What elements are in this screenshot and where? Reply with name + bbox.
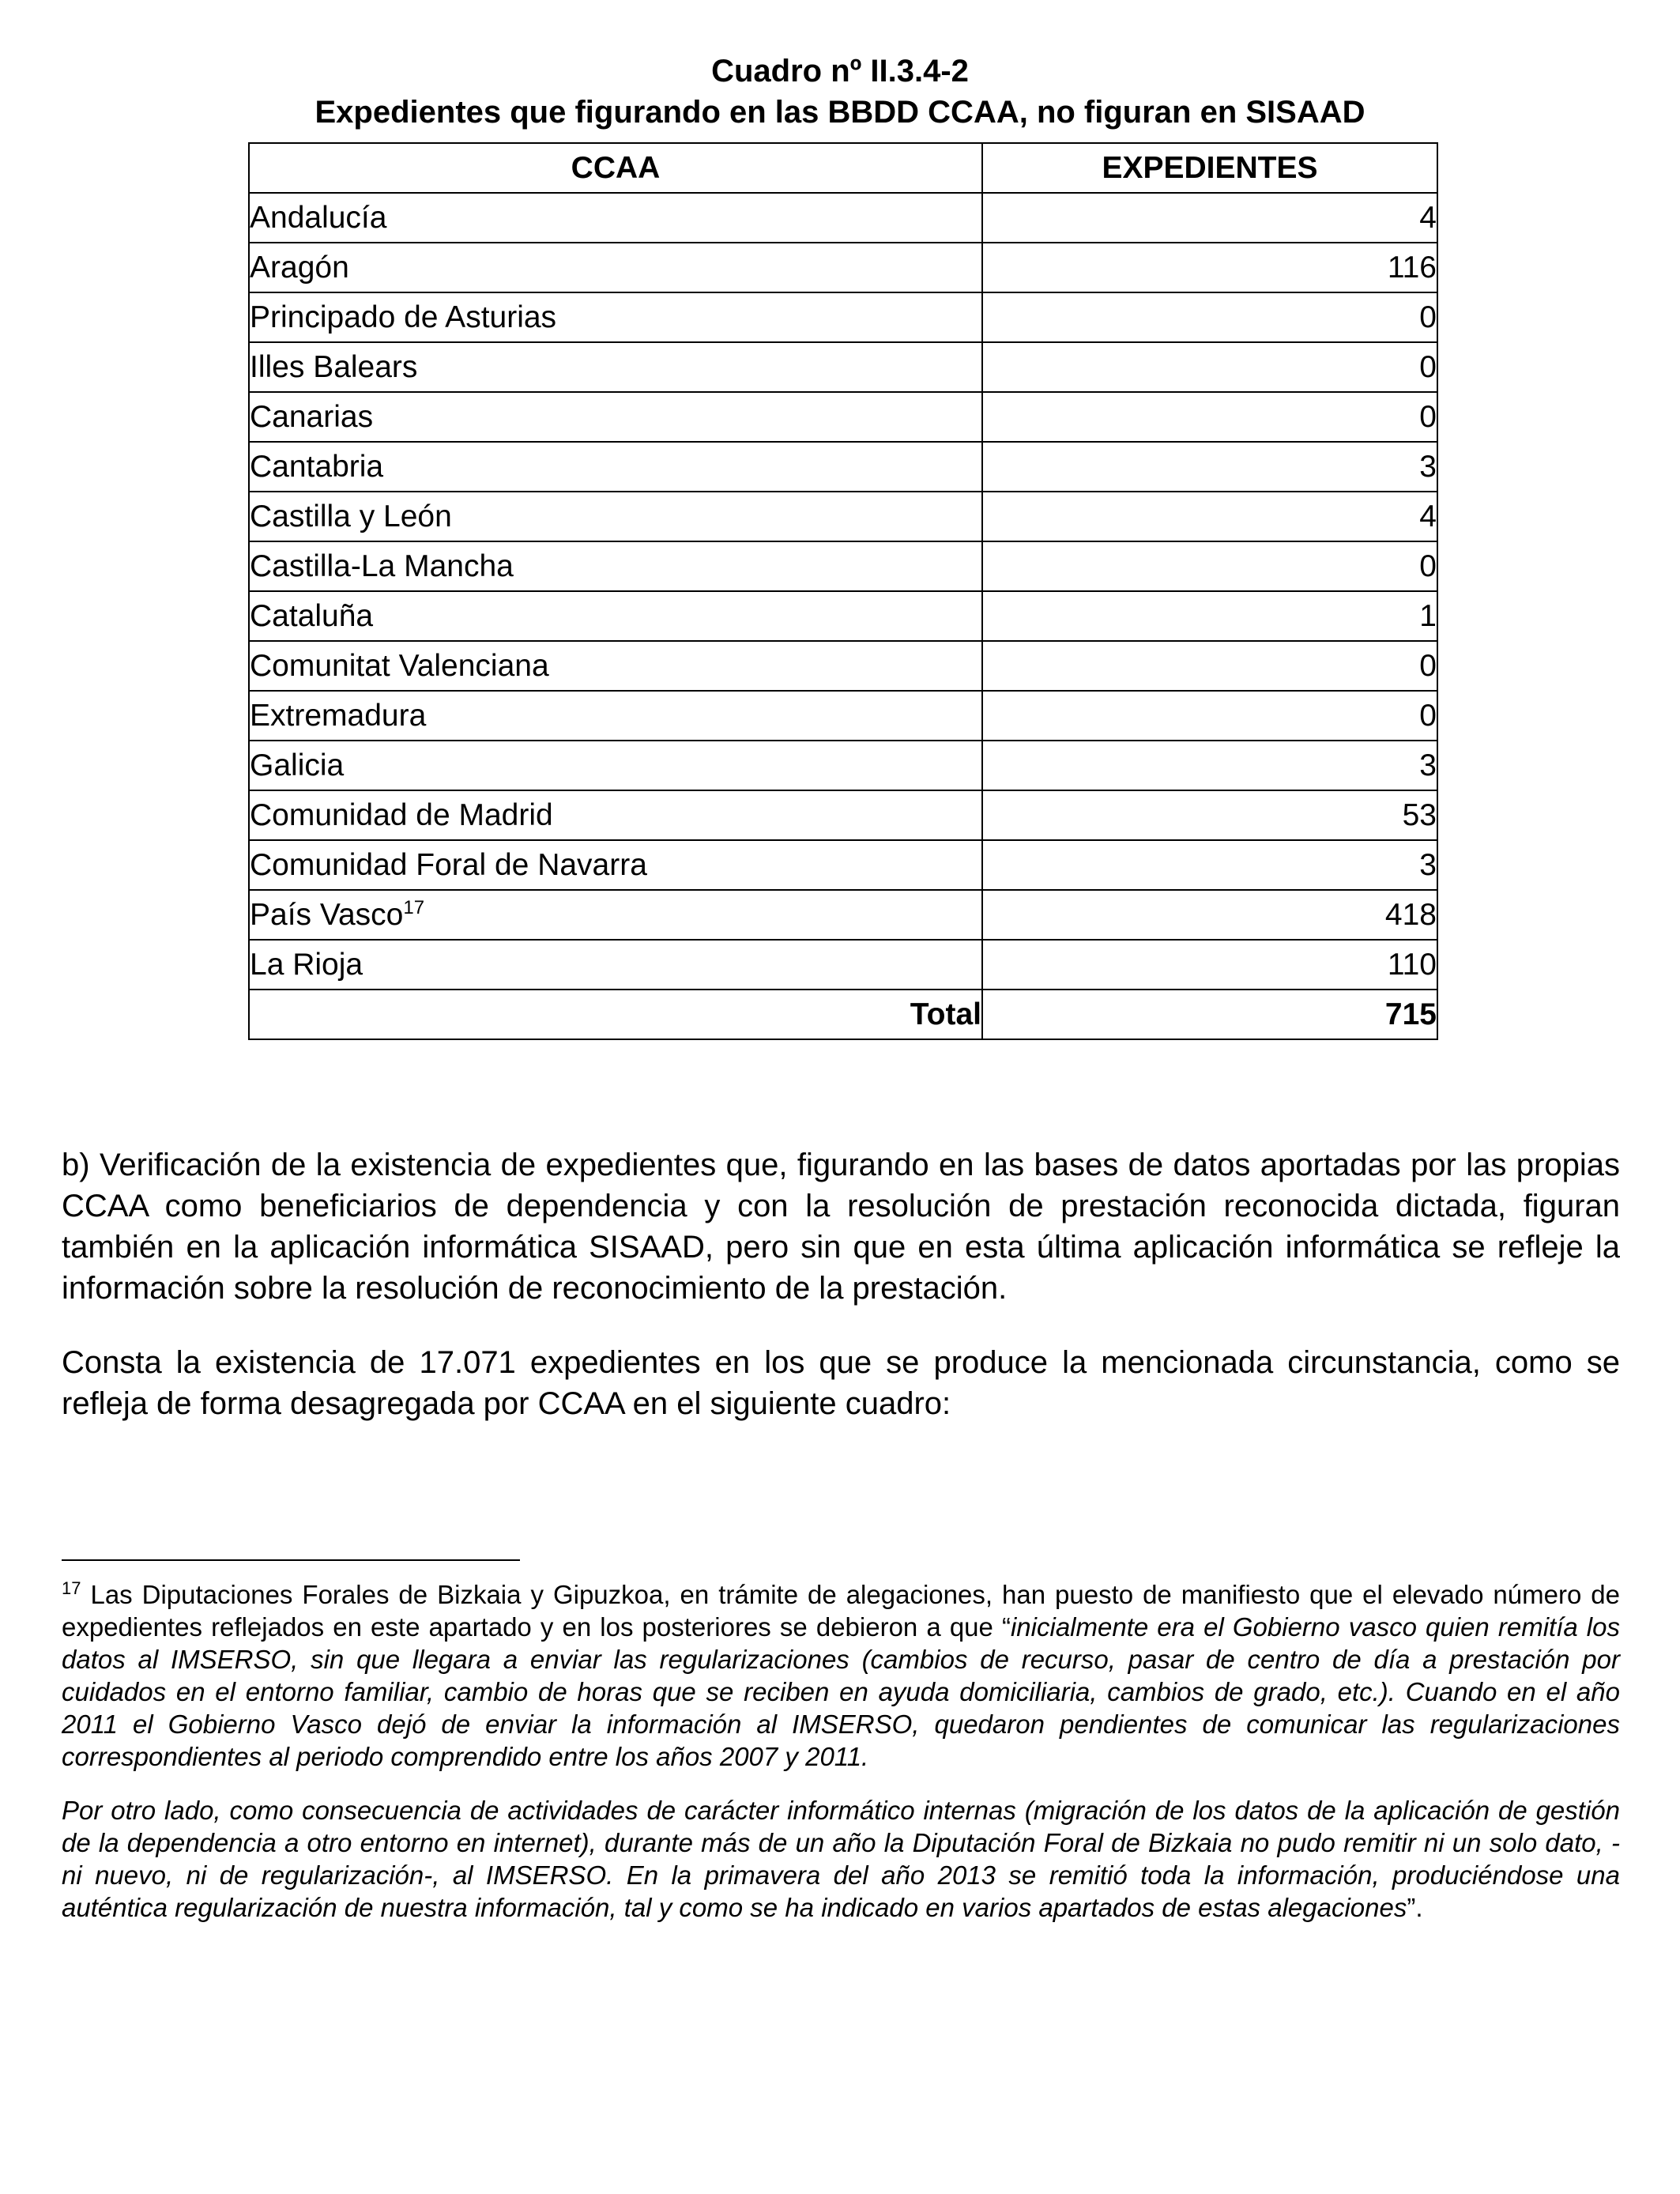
table-row — [249, 591, 1437, 641]
row-value: 116 — [982, 243, 1437, 292]
footnote-17 — [62, 1578, 1620, 1773]
footnote-reference[interactable]: 17 — [403, 896, 425, 918]
table-row — [249, 492, 1437, 541]
footnote-quote-part-2: Por otro lado, como consecuencia de actividades de carácter informático internas (migración de los datos de la aplicación de gestión de la dependencia a otro entorno en internet), durante más de un año la Diputación Foral de Bizkaia no pudo remitir ni un solo dato, -ni nuevo, ni de regularización-, al IMSERSO. En la primavera del año 2013 se remitió toda la información, produciéndose una auténtica regularización de nuestra información, tal y como se ha indicado en varios apartados de estas alegaciones — [62, 1796, 1620, 1922]
row-ccaa: Cantabria — [249, 442, 982, 492]
table-caption-title: Expedientes que figurando en las BBDD CCAA, no figuran en SISAAD — [315, 95, 1365, 130]
row-value: 110 — [982, 940, 1437, 990]
table-row — [249, 890, 1437, 940]
row-value: 3 — [982, 741, 1437, 790]
row-ccaa: Castilla y León — [249, 492, 982, 541]
table-row — [249, 243, 1437, 292]
total-value: 715 — [982, 990, 1437, 1039]
table-row — [249, 691, 1437, 741]
footnote-number: 17 — [62, 1578, 81, 1598]
header-ccaa: CCAA — [249, 143, 982, 193]
row-ccaa: Comunidad de Madrid — [249, 790, 982, 840]
footnote-intro: Las Diputaciones Forales de Bizkaia y Gipuzkoa, en trámite de alegaciones, han puesto de manifiesto que el elevado número de expedientes reflejados en este apartado y en los posteriores se debieron a que “ — [62, 1580, 1620, 1642]
footnote-closing: ”. — [1407, 1893, 1423, 1922]
row-ccaa: Principado de Asturias — [249, 292, 982, 342]
row-ccaa: Andalucía — [249, 193, 982, 243]
row-value: 0 — [982, 691, 1437, 741]
table-total-row — [249, 990, 1437, 1039]
table-row — [249, 342, 1437, 392]
total-label: Total — [249, 990, 982, 1039]
row-value: 0 — [982, 641, 1437, 691]
table-header-row — [249, 143, 1437, 193]
row-value: 4 — [982, 193, 1437, 243]
row-ccaa: Illes Balears — [249, 342, 982, 392]
row-ccaa: Cataluña — [249, 591, 982, 641]
row-value: 3 — [982, 840, 1437, 890]
row-ccaa: Comunitat Valenciana — [249, 641, 982, 691]
table-row — [249, 193, 1437, 243]
table-row — [249, 790, 1437, 840]
row-value: 0 — [982, 342, 1437, 392]
row-value: 1 — [982, 591, 1437, 641]
table-row — [249, 541, 1437, 591]
paragraph-b-verification: b) Verificación de la existencia de expedientes que, figurando en las bases de datos aportadas por las propias CCAA como beneficiarios de dependencia y con la resolución de prestación reconocida dictada, figuran también en la aplicación informática SISAAD, pero sin que en esta última aplicación informática se refleje la información sobre la resolución de reconocimiento de la prestación. — [62, 1148, 1620, 1306]
row-ccaa: Galicia — [249, 741, 982, 790]
row-ccaa: Extremadura — [249, 691, 982, 741]
row-value: 4 — [982, 492, 1437, 541]
row-ccaa: Aragón — [249, 243, 982, 292]
row-value: 3 — [982, 442, 1437, 492]
table-row — [249, 641, 1437, 691]
footnote-separator — [62, 1559, 520, 1561]
ccaa-expedientes-table — [248, 142, 1438, 1040]
row-value: 53 — [982, 790, 1437, 840]
row-ccaa: Canarias — [249, 392, 982, 442]
row-ccaa: Castilla-La Mancha — [249, 541, 982, 591]
row-ccaa: Comunidad Foral de Navarra — [249, 840, 982, 890]
row-ccaa-with-footnote — [249, 890, 982, 940]
row-ccaa: País Vasco — [250, 897, 404, 932]
table-row — [249, 392, 1437, 442]
row-value: 0 — [982, 292, 1437, 342]
table-row — [249, 292, 1437, 342]
footnote-17-continued — [62, 1794, 1620, 1924]
row-value: 0 — [982, 392, 1437, 442]
header-expedientes: EXPEDIENTES — [982, 143, 1437, 193]
table-row — [249, 442, 1437, 492]
table-caption-number: Cuadro nº II.3.4-2 — [711, 54, 969, 89]
footnote-quote-part-1: inicialmente era el Gobierno vasco quien remitía los datos al IMSERSO, sin que llegara a enviar las regularizaciones (cambios de recurso, pasar de centro de día a prestación por cuidados en el entorno familiar, cambio de horas que se reciben en ayuda domiciliaria, cambios de grado, etc.). Cuando en el año 2011 el Gobierno Vasco dejó de enviar la información al IMSERSO, quedaron pendientes de comunicar las regularizaciones correspondientes al periodo comprendido entre los años 2007 y 2011. — [62, 1612, 1620, 1771]
paragraph-consta: Consta la existencia de 17.071 expedientes en los que se produce la mencionada circunstancia, como se refleja de forma desagregada por CCAA en el siguiente cuadro: — [62, 1345, 1620, 1421]
table-row — [249, 741, 1437, 790]
table-row — [249, 940, 1437, 990]
row-ccaa: La Rioja — [249, 940, 982, 990]
row-value: 418 — [982, 890, 1437, 940]
row-value: 0 — [982, 541, 1437, 591]
table-row — [249, 840, 1437, 890]
